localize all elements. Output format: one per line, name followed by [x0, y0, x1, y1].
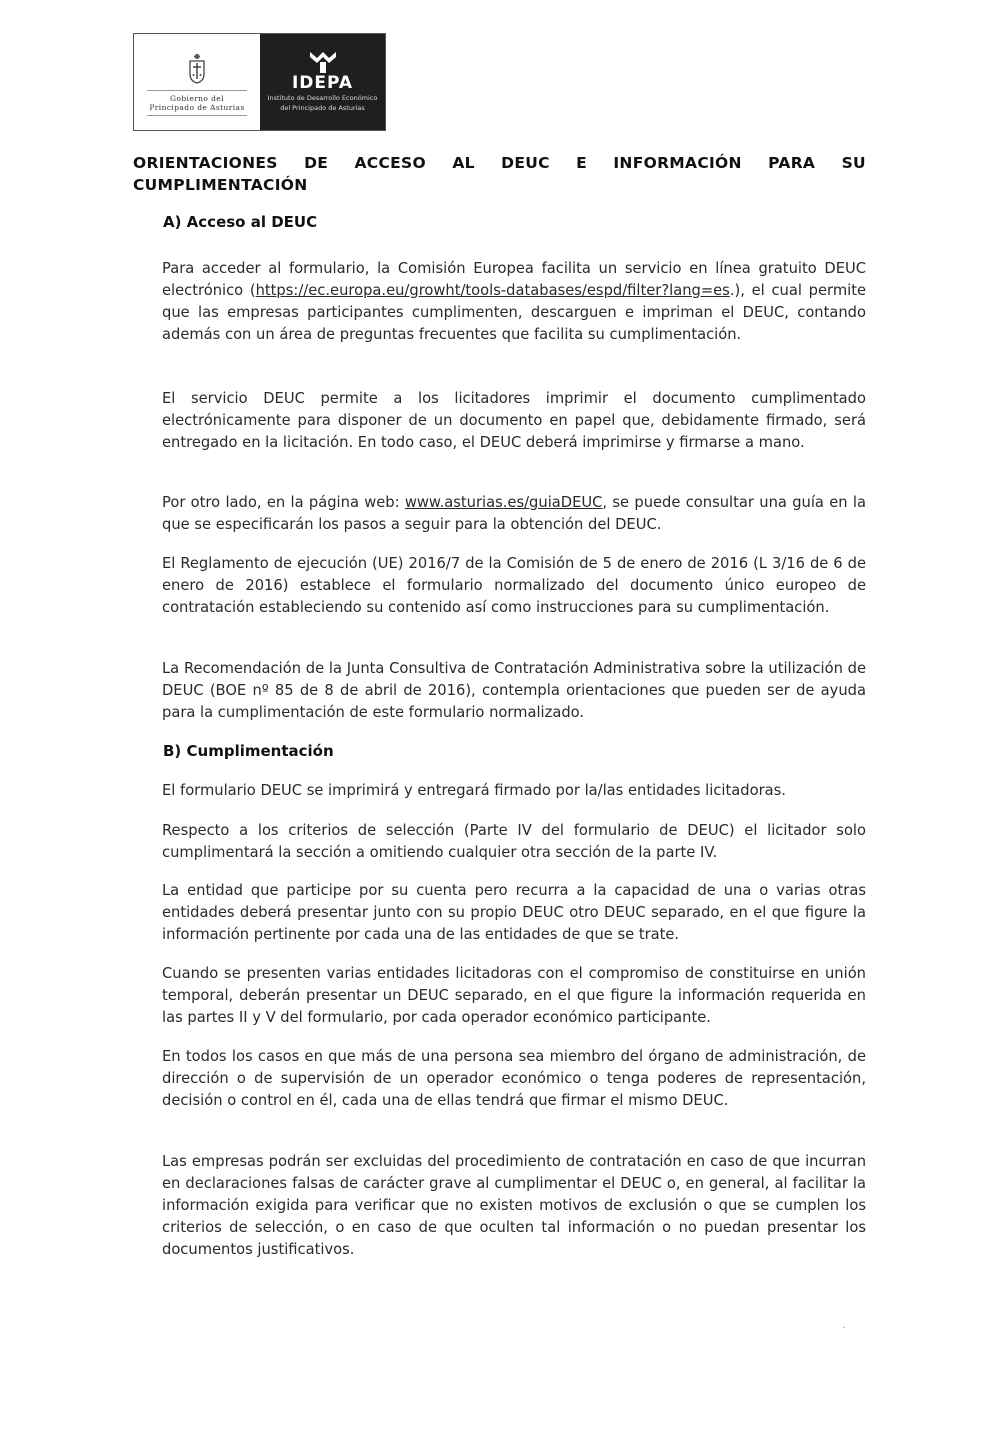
- gov-line2: Principado de Asturias: [149, 103, 245, 112]
- section-b-paragraph-3: La entidad que participe por su cuenta pero recurra a la capacidad de una o varias otras entidades deberá presentar junto con su propio DEUC otro DEUC separado, en el que figure la información pertinente por cada una de las entidades de que se trate.: [162, 882, 866, 943]
- title-word: PARA: [768, 154, 816, 172]
- title-word: SU: [841, 154, 866, 172]
- idepa-sub1: Instituto de Desarrollo Económico: [267, 94, 378, 102]
- guia-deuc-link[interactable]: www.asturias.es/guiaDEUC: [404, 494, 603, 511]
- scan-speck: [843, 1327, 845, 1328]
- idepa-mark-icon: [308, 48, 338, 74]
- title-line2: CUMPLIMENTACIÓN: [133, 176, 308, 194]
- header-logo: [133, 33, 386, 131]
- section-b-paragraph-2: Respecto a los criterios de selección (Parte IV del formulario de DEUC) el licitador solo cumplimentará la sección a omitiendo cualquier otra sección de la parte IV.: [162, 822, 866, 861]
- idepa-title: IDEPA: [291, 73, 354, 93]
- section-a-paragraph-3: Por otro lado, en la página web: www.asturias.es/guiaDEUC, se puede consultar una guía en la que se especificarán los pasos a seguir para la obtención del DEUC.: [162, 494, 866, 533]
- section-b-paragraph-5: En todos los casos en que más de una persona sea miembro del órgano de administración, de dirección o de supervisión de un operador económico o tenga poderes de representación, decisión o control en él, cada una de ellas tendrá que firmar el mismo DEUC.: [162, 1048, 866, 1109]
- section-a-heading: A) Acceso al DEUC: [163, 213, 318, 231]
- section-a-paragraph-4: El Reglamento de ejecución (UE) 2016/7 de la Comisión de 5 de enero de 2016 (L 3/16 de 6 de enero de 2016) establece el formulario normalizado del documento único europeo de contratación estableciendo su contenido así como instrucciones para su cumplimentación.: [162, 555, 866, 616]
- section-a-paragraph-5: La Recomendación de la Junta Consultiva de Contratación Administrativa sobre la utilización de DEUC (BOE nº 85 de 8 de abril de 2016), contempla orientaciones que pueden ser de ayuda para la cumplimentación de este formulario normalizado.: [162, 660, 866, 721]
- title-word: ACCESO: [354, 154, 426, 172]
- coat-of-arms-icon: [187, 54, 207, 84]
- section-b-heading: B) Cumplimentación: [163, 742, 334, 760]
- section-b-paragraph-6: Las empresas podrán ser excluidas del procedimiento de contratación en caso de que incurran en declaraciones falsas de carácter grave al cumplimentar el DEUC o, en general, al facilitar la información exigida para verificar que no existen motivos de exclusión o que se cumplen los criterios de selección, o en caso de que oculten tal información o no puedan presentar los documentos justificativos.: [162, 1153, 866, 1258]
- title-word: DEUC: [501, 154, 550, 172]
- page-title: [133, 152, 866, 196]
- idepa-sub2: del Principado de Asturias: [280, 104, 365, 112]
- deuc-service-link[interactable]: https://ec.europa.eu/growht/tools-databases/espd/filter?lang=es: [255, 282, 730, 299]
- section-a-paragraph-1: Para acceder al formulario, la Comisión Europea facilita un servicio en línea gratuito DEUC electrónico (https://ec.europa.eu/growht/tools-databases/espd/filter?lang=es.), el cual permite que las empresas participantes cumplimenten, descarguen e impriman el DEUC, contando además con un área de preguntas frecuentes que facilita su cumplimentación.: [162, 260, 866, 343]
- section-b-paragraph-4: Cuando se presenten varias entidades licitadoras con el compromiso de constituirse en unión temporal, deberán presentar un DEUC separado, en el que figure la información requerida en las partes II y V del formulario, por cada operador económico participante.: [162, 965, 866, 1026]
- title-word: AL: [452, 154, 475, 172]
- title-word: INFORMACIÓN: [613, 154, 742, 172]
- section-a-paragraph-2: El servicio DEUC permite a los licitadores imprimir el documento cumplimentado electrónicamente para disponer de un documento en papel que, debidamente firmado, será entregado en la licitación. En todo caso, el DEUC deberá imprimirse y firmarse a mano.: [162, 390, 866, 451]
- idepa-logo: [260, 34, 385, 130]
- title-word: DE: [304, 154, 329, 172]
- section-b-paragraph-1: El formulario DEUC se imprimirá y entregará firmado por la/las entidades licitadoras.: [162, 782, 786, 799]
- gobierno-asturias-logo: [134, 34, 260, 130]
- title-line1: [133, 152, 866, 174]
- title-word: ORIENTACIONES: [133, 154, 278, 172]
- title-word: E: [576, 154, 588, 172]
- gov-line1: Gobierno del: [170, 94, 224, 103]
